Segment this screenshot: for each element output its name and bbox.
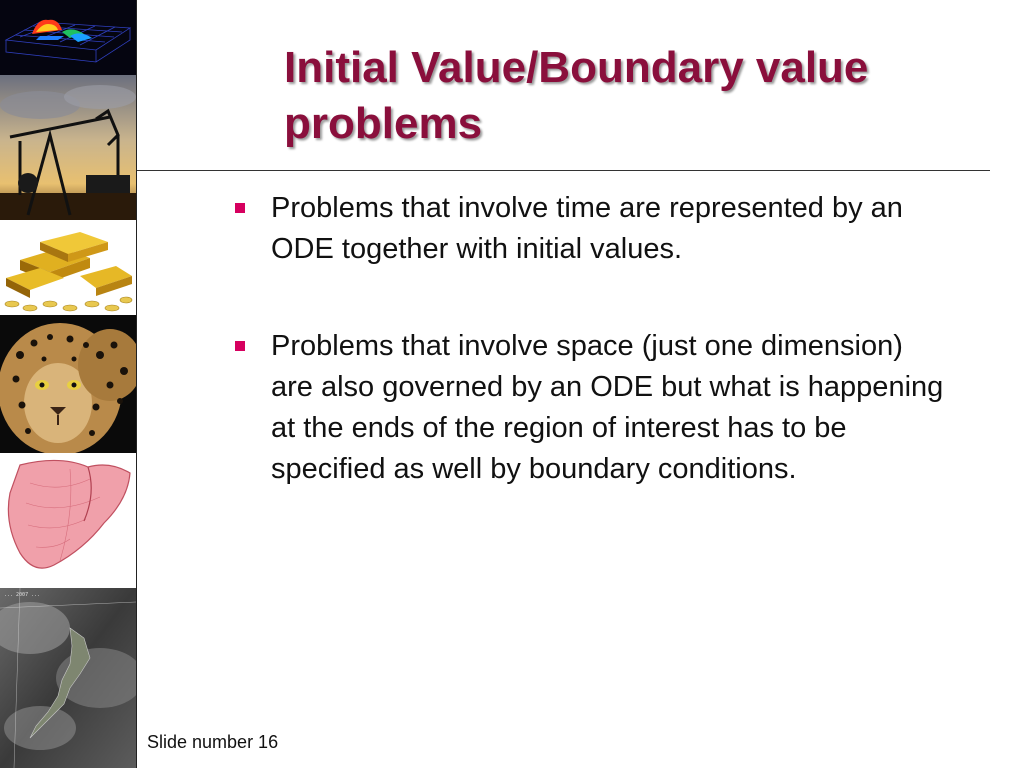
image-strip — [0, 0, 137, 768]
leopard-image — [0, 315, 136, 453]
satellite-caption: ... 2007 ... — [4, 592, 41, 598]
bullet-marker-icon — [235, 341, 245, 351]
bullet-item — [232, 326, 952, 490]
bullet-item — [232, 188, 952, 270]
3d-surface-plot-image — [0, 0, 136, 75]
title-divider — [137, 170, 990, 171]
bullet-list — [232, 188, 952, 546]
oil-pump-image — [0, 75, 136, 220]
bullet-marker-icon — [235, 203, 245, 213]
satellite-image — [0, 588, 136, 768]
slide-number: Slide number 16 — [147, 732, 279, 752]
bullet-text: Problems that involve space (just one dimension) are also governed by an ODE but what is happening at the ends of the region of interest has to be specified as well by boundary conditions. — [271, 330, 944, 485]
bullet-text: Problems that involve time are represented by an ODE together with initial values. — [271, 192, 903, 265]
organ-image — [0, 453, 136, 588]
gold-bars-image — [0, 220, 136, 315]
slide-title: Initial Value/Boundary value problems — [284, 43, 869, 148]
